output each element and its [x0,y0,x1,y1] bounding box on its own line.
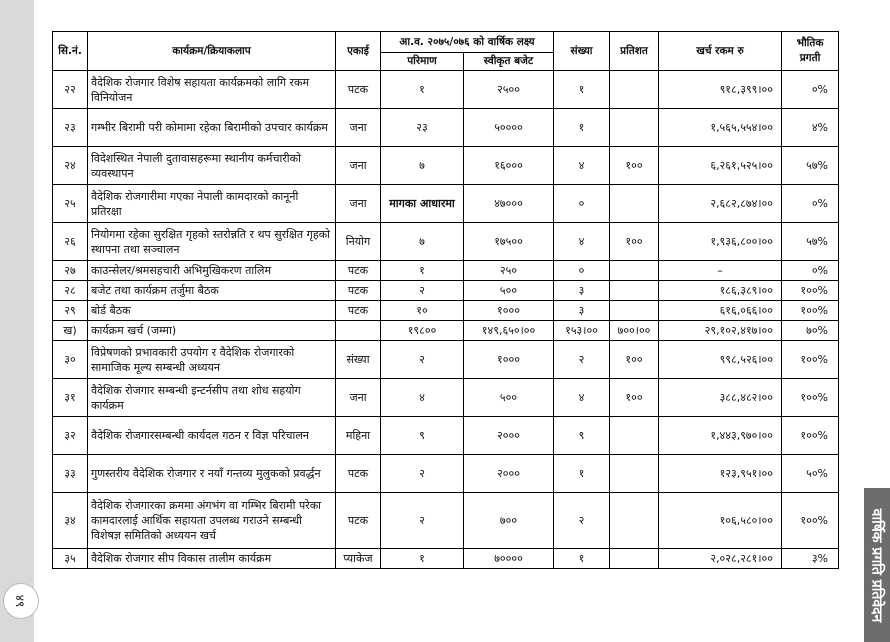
cell-budget: ७०००० [464,549,554,569]
header-physical-progress: भौतिक प्रगती [782,32,839,71]
cell-percent: १०० [610,341,659,379]
cell-budget: १७५०० [464,223,554,261]
cell-count: ९ [554,417,610,455]
cell-expense: ६१६,०६६।०० [659,301,782,321]
cell-percent [610,455,659,493]
cell-expense: १८६,३८९।०० [659,281,782,301]
cell-unit: जना [336,109,381,147]
cell-quantity: ९ [381,417,464,455]
cell-budget: १००० [464,301,554,321]
cell-program: गुणस्तरीय वैदेशिक रोजगार र नयाँ गन्तव्य मुलुकको प्रवर्द्धन [88,455,336,493]
header-count: संख्या [554,32,610,71]
cell-progress: ०% [782,185,839,223]
cell-quantity: २ [381,455,464,493]
cell-percent [610,71,659,109]
cell-budget: ५०००० [464,109,554,147]
cell-budget: १६००० [464,147,554,185]
cell-progress: ०% [782,71,839,109]
cell-progress: १००% [782,379,839,417]
cell-sn: २४ [53,147,88,185]
cell-progress: १००% [782,417,839,455]
cell-program: कार्यक्रम खर्च (जम्मा) [88,321,336,341]
cell-expense: ९१८,३९९।०० [659,71,782,109]
cell-budget: २५०० [464,71,554,109]
cell-budget: २५० [464,261,554,281]
cell-percent [610,301,659,321]
cell-expense: ६,२६१,५२५।०० [659,147,782,185]
cell-expense: २,०२८,२८१।०० [659,549,782,569]
cell-count: २ [554,493,610,549]
header-program: कार्यक्रम/क्रियाकलाप [88,32,336,71]
cell-percent: १०० [610,147,659,185]
cell-unit: जना [336,185,381,223]
cell-progress: १००% [782,281,839,301]
table-row [53,455,839,493]
cell-sn: ख) [53,321,88,341]
cell-unit: पटक [336,281,381,301]
cell-sn: २९ [53,301,88,321]
cell-unit: पटक [336,261,381,281]
program-table [52,31,839,569]
cell-unit: नियोग [336,223,381,261]
cell-quantity: १ [381,549,464,569]
cell-count: १५३।०० [554,321,610,341]
cell-expense: ९९८,५२६।०० [659,341,782,379]
cell-progress: ०% [782,261,839,281]
cell-expense: ३८८,४८२।०० [659,379,782,417]
cell-quantity: मागका आधारमा [381,185,464,223]
cell-program: बोर्ड बैठक [88,301,336,321]
side-title [864,488,890,642]
cell-count: ४ [554,147,610,185]
cell-sn: २७ [53,261,88,281]
cell-progress: १००% [782,301,839,321]
cell-unit: संख्या [336,341,381,379]
cell-quantity: १ [381,261,464,281]
table-row [53,379,839,417]
cell-sn: ३५ [53,549,88,569]
table-row [53,261,839,281]
cell-progress: १००% [782,493,839,549]
header-percent: प्रतिशत [610,32,659,71]
table-row [53,281,839,301]
cell-budget: १००० [464,341,554,379]
cell-count: १ [554,71,610,109]
cell-percent [610,417,659,455]
cell-count: १ [554,109,610,147]
cell-count: १ [554,549,610,569]
cell-program: गम्भीर बिरामी परी कोमामा रहेका बिरामीको उपचार कार्यक्रम [88,109,336,147]
cell-progress: ४% [782,109,839,147]
cell-count: ३ [554,281,610,301]
cell-count: ४ [554,223,610,261]
cell-quantity: ७ [381,147,464,185]
cell-program: काउन्सेलर/श्रमसहचारी अभिमुखिकरण तालिम [88,261,336,281]
header-sn: सि.नं. [53,32,88,71]
cell-percent: १०० [610,379,659,417]
cell-budget: ४७००० [464,185,554,223]
cell-program: वैदेशिक रोजगारसम्बन्धी कार्यदल गठन र विज्ञ परिचालन [88,417,336,455]
total-row [53,321,839,341]
page-number: ४९ [3,583,39,619]
cell-program: वैदेशिक रोजगार विशेष सहायता कार्यक्रमको लागि रकम विनियोजन [88,71,336,109]
cell-percent [610,549,659,569]
cell-count: २ [554,341,610,379]
cell-quantity: २ [381,281,464,301]
table-row [53,147,839,185]
cell-expense: १,९३६,८००।०० [659,223,782,261]
table-row [53,493,839,549]
cell-expense: १२३,९५१।०० [659,455,782,493]
cell-sn: २६ [53,223,88,261]
cell-budget: ५०० [464,379,554,417]
cell-quantity: २३ [381,109,464,147]
cell-quantity: ७ [381,223,464,261]
cell-budget: १४९,६५०।०० [464,321,554,341]
cell-percent [610,261,659,281]
cell-unit: पटक [336,493,381,549]
cell-budget: २००० [464,455,554,493]
header-annual-target: आ.व. २०७५/०७६ को वार्षिक लक्ष्य [381,32,554,53]
cell-budget: ५०० [464,281,554,301]
cell-unit [336,321,381,341]
cell-sn: २८ [53,281,88,301]
header-quantity: परिमाण [381,53,464,71]
cell-sn: ३३ [53,455,88,493]
table-row [53,71,839,109]
cell-sn: ३२ [53,417,88,455]
cell-count: १ [554,455,610,493]
cell-quantity: ४ [381,379,464,417]
cell-unit: महिना [336,417,381,455]
cell-program: विदेशस्थित नेपाली दुतावासहरूमा स्थानीय कर्मचारीको व्यवस्थापन [88,147,336,185]
cell-program: वैदेशिक रोजगारीमा गएका नेपाली कामदारको कानूनी प्रतिरक्षा [88,185,336,223]
table-row [53,549,839,569]
cell-program: वैदेशिक रोजगार सीप विकास तालीम कार्यक्रम [88,549,336,569]
cell-percent [610,185,659,223]
header-expense: खर्च रकम रु [659,32,782,71]
cell-quantity: १० [381,301,464,321]
cell-sn: २३ [53,109,88,147]
cell-quantity: १ [381,71,464,109]
cell-expense: १,४४३,९७०।०० [659,417,782,455]
cell-unit: जना [336,379,381,417]
cell-progress: ३% [782,549,839,569]
cell-percent [610,281,659,301]
cell-percent: ७००।०० [610,321,659,341]
cell-expense: २९,१०२,४१७।०० [659,321,782,341]
cell-program: वैदेशिक रोजगार सम्बन्धी इन्टर्नसीप तथा शोध सहयोग कार्यक्रम [88,379,336,417]
cell-unit: जना [336,147,381,185]
cell-percent [610,493,659,549]
table-row [53,417,839,455]
cell-expense: – [659,261,782,281]
cell-count: ० [554,261,610,281]
cell-program: वैदेशिक रोजगारका क्रममा अंगभंग वा गम्भिर बिरामी परेका कामदारलाई आर्थिक सहायता उपलब्ध गराउने सम्बन्धी विशेषज्ञ समितिको अध्ययन खर्च [88,493,336,549]
cell-expense: १,५६५,५५४।०० [659,109,782,147]
cell-unit: पटक [336,71,381,109]
cell-unit: प्याकेज [336,549,381,569]
cell-quantity: १९८०० [381,321,464,341]
cell-count: ४ [554,379,610,417]
cell-percent [610,109,659,147]
cell-budget: ७०० [464,493,554,549]
cell-count: ० [554,185,610,223]
cell-unit: पटक [336,301,381,321]
cell-sn: ३४ [53,493,88,549]
cell-program: विप्रेषणको प्रभावकारी उपयोग र वैदेशिक रोजगारको सामाजिक मूल्य सम्बन्धी अध्ययन [88,341,336,379]
cell-quantity: २ [381,341,464,379]
cell-expense: १०६,५८०।०० [659,493,782,549]
table-row [53,185,839,223]
cell-unit: पटक [336,455,381,493]
cell-program: बजेट तथा कार्यक्रम तर्जुमा बैठक [88,281,336,301]
cell-progress: ५०% [782,455,839,493]
table-row [53,301,839,321]
cell-expense: २,६८२,८७४।०० [659,185,782,223]
table-row [53,223,839,261]
cell-sn: २२ [53,71,88,109]
header-unit: एकाई [336,32,381,71]
cell-progress: ५७% [782,147,839,185]
cell-budget: २००० [464,417,554,455]
cell-progress: ५७% [782,223,839,261]
cell-progress: ७०% [782,321,839,341]
cell-sn: ३१ [53,379,88,417]
cell-quantity: २ [381,493,464,549]
cell-count: ३ [554,301,610,321]
cell-percent: १०० [610,223,659,261]
left-margin-band [0,0,34,642]
table-row [53,109,839,147]
header-budget: स्वीकृत बजेट [464,53,554,71]
side-title-text: वार्षिक प्रगति प्रतिवेदन [868,508,885,622]
cell-sn: २५ [53,185,88,223]
cell-sn: ३० [53,341,88,379]
table-row [53,341,839,379]
cell-program: नियोगमा रहेका सुरक्षित गृहको स्तरोन्नति र थप सुरक्षित गृहको स्थापना तथा सञ्चालन [88,223,336,261]
cell-progress: १००% [782,341,839,379]
